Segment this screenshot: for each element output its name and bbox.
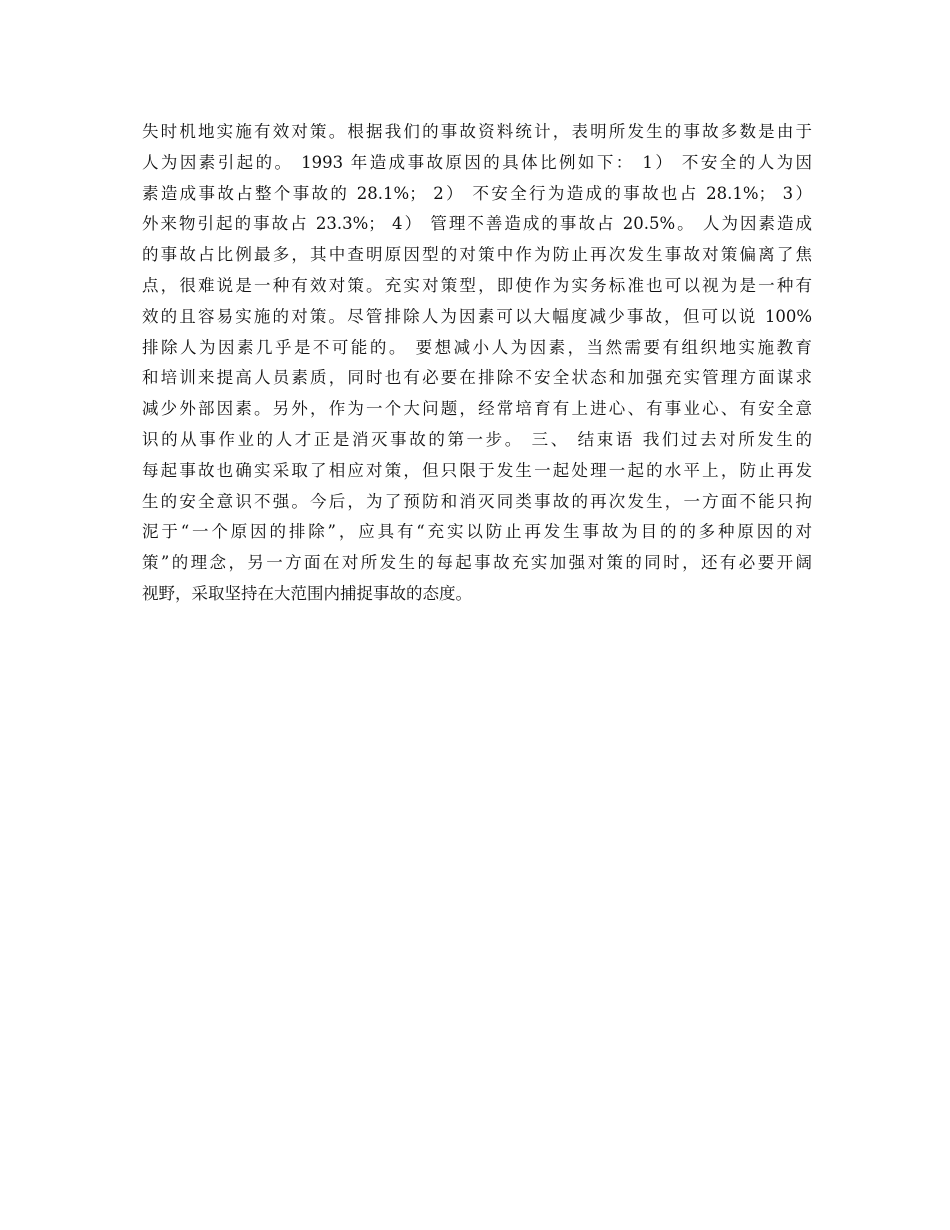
text-line: 和培训来提高人员素质，同时也有必要在排除不安全状态和加强充实管理方面谋求 (142, 368, 812, 388)
text-line: 的事故占比例最多，其中查明原因型的对策中作为防止再次发生事故对策偏离了焦 (142, 245, 812, 265)
text-line: 视野，采取坚持在大范围内捕捉事故的态度。 (142, 583, 472, 603)
text-line: 外来物引起的事故占 23.3%； 4） 管理不善造成的事故占 20.5%。 人为因素造成 (142, 214, 812, 234)
body-text (142, 117, 812, 610)
text-line: 点，很难说是一种有效对策。充实对策型，即使作为实务标准也可以视为是一种有 (142, 275, 812, 295)
text-line: 生的安全意识不强。今后，为了预防和消灭同类事故的再次发生，一方面不能只拘 (142, 491, 812, 511)
text-line: 素造成事故占整个事故的 28.1%； 2） 不安全行为造成的事故也占 28.1%； 3） (142, 183, 812, 203)
text-line: 排除人为因素几乎是不可能的。 要想减小人为因素，当然需要有组织地实施教育 (142, 337, 812, 357)
text-line: 每起事故也确实采取了相应对策，但只限于发生一起处理一起的水平上，防止再发 (142, 460, 812, 480)
text-line: 失时机地实施有效对策。根据我们的事故资料统计，表明所发生的事故多数是由于 (142, 122, 812, 141)
text-line: 识的从事作业的人才正是消灭事故的第一步。 三、 结束语 我们过去对所发生的 (142, 429, 812, 449)
text-line: 效的且容易实施的对策。尽管排除人为因素可以大幅度减少事故，但可以说 100% (142, 306, 812, 326)
text-line: 泥于“一个原因的排除”，应具有“充实以防止再发生事故为目的的多种原因的对 (142, 522, 812, 542)
text-line: 减少外部因素。另外，作为一个大问题，经常培育有上进心、有事业心、有安全意 (142, 399, 812, 419)
text-line: 策”的理念，另一方面在对所发生的每起事故充实加强对策的同时，还有必要开阔 (142, 553, 812, 573)
text-line: 人为因素引起的。 1993 年造成事故原因的具体比例如下： 1） 不安全的人为因 (142, 152, 812, 172)
